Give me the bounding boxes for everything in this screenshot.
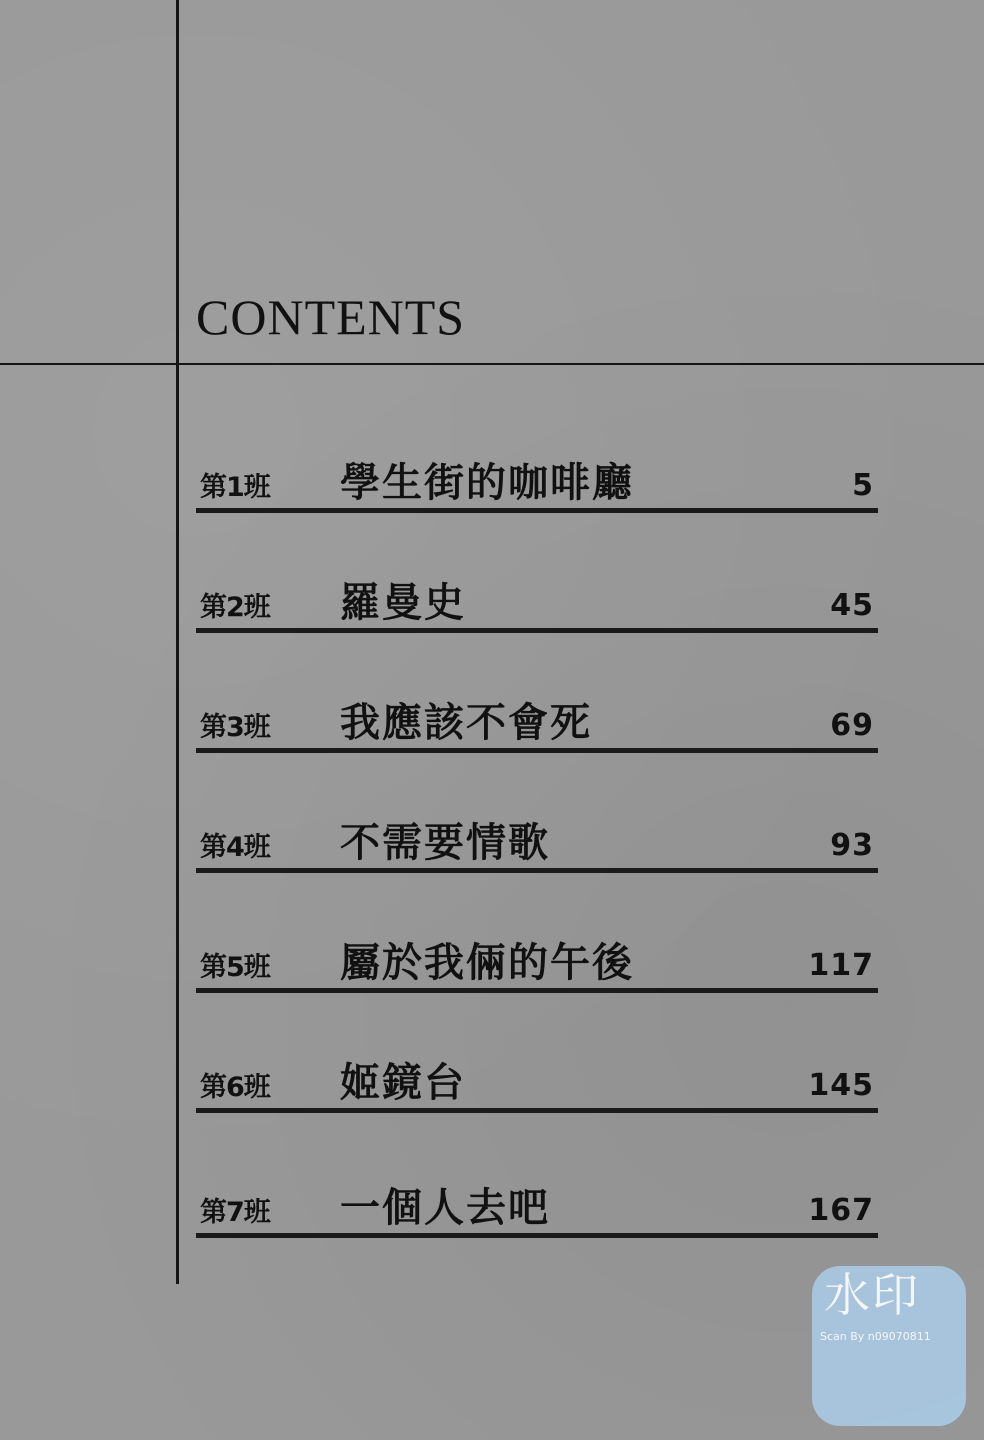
page-number: 5 xyxy=(852,468,874,503)
toc-entry[interactable] xyxy=(196,1178,878,1238)
page-number: 117 xyxy=(808,948,874,983)
entry-underline xyxy=(196,988,878,993)
entry-underline xyxy=(196,868,878,873)
page-number: 145 xyxy=(808,1068,874,1103)
chapter-number: 第2班 xyxy=(200,592,270,623)
entry-underline xyxy=(196,628,878,633)
toc-entry[interactable] xyxy=(196,933,878,993)
page-number: 93 xyxy=(830,828,874,863)
entry-underline xyxy=(196,1108,878,1113)
chapter-number: 第5班 xyxy=(200,952,270,983)
entry-underline xyxy=(196,748,878,753)
chapter-number: 第3班 xyxy=(200,712,270,743)
chapter-number: 第6班 xyxy=(200,1072,270,1103)
toc-entry[interactable] xyxy=(196,573,878,633)
chapter-title: 屬於我倆的午後 xyxy=(340,940,634,986)
entry-underline xyxy=(196,508,878,513)
page-number: 45 xyxy=(830,588,874,623)
vertical-rule xyxy=(176,0,179,1284)
toc-entry[interactable] xyxy=(196,453,878,513)
chapter-title: 姬鏡台 xyxy=(340,1060,466,1106)
table-of-contents xyxy=(196,0,878,1440)
toc-entry[interactable] xyxy=(196,693,878,753)
chapter-number: 第4班 xyxy=(200,832,270,863)
watermark-credit: Scan By n09070811 xyxy=(820,1330,931,1343)
page-number: 69 xyxy=(830,708,874,743)
chapter-title: 不需要情歌 xyxy=(340,820,550,866)
chapter-number: 第7班 xyxy=(200,1197,270,1228)
chapter-title: 學生街的咖啡廳 xyxy=(340,460,634,506)
chapter-number: 第1班 xyxy=(200,472,270,503)
chapter-title: 一個人去吧 xyxy=(340,1185,550,1231)
watermark-stamp xyxy=(812,1266,966,1426)
chapter-title: 我應該不會死 xyxy=(340,700,592,746)
page-number: 167 xyxy=(808,1193,874,1228)
toc-entry[interactable] xyxy=(196,813,878,873)
stamp-tail xyxy=(897,1398,947,1426)
watermark-text: 水印 xyxy=(824,1268,920,1322)
entry-underline xyxy=(196,1233,878,1238)
chapter-title: 羅曼史 xyxy=(340,580,466,626)
page-title: CONTENTS xyxy=(196,289,466,345)
toc-entry[interactable] xyxy=(196,1053,878,1113)
